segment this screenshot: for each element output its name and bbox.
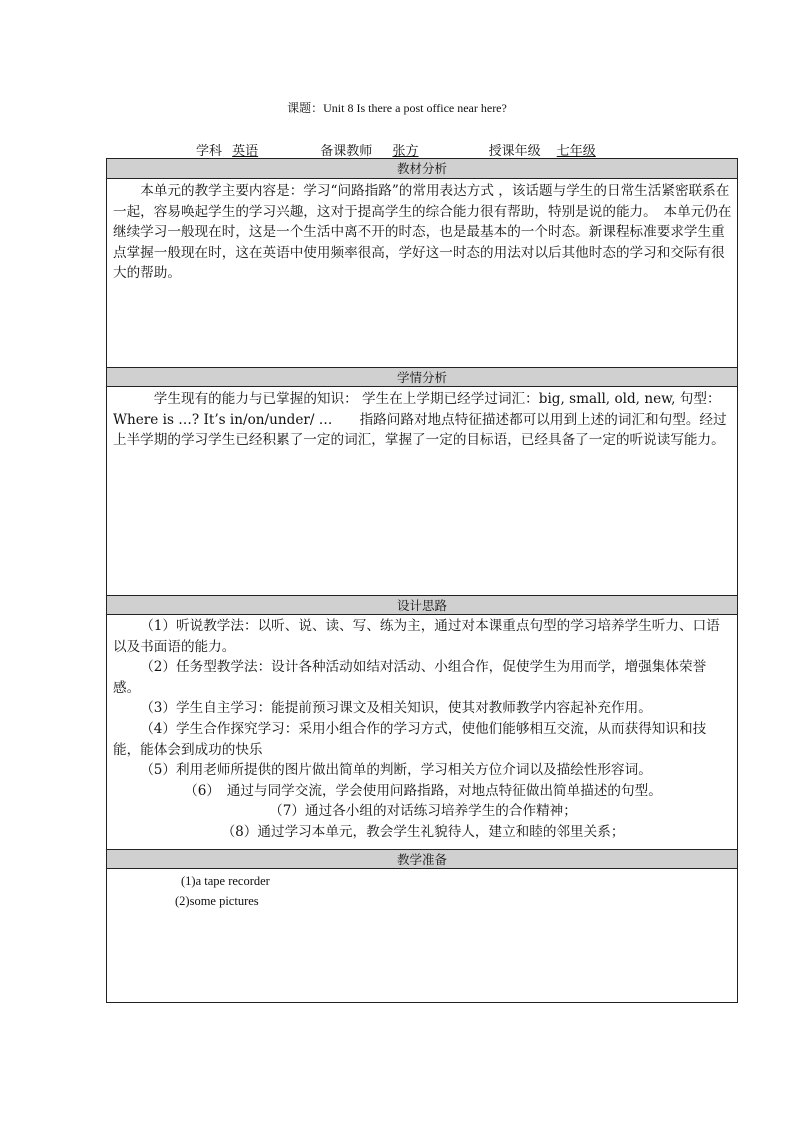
- student-analysis-heading: 学情分析: [107, 367, 737, 387]
- subject-label: 学科: [196, 144, 223, 159]
- grade-value: 七年级: [556, 144, 596, 159]
- lesson-meta: [196, 140, 635, 159]
- textbook-analysis-heading: 教材分析: [107, 159, 737, 179]
- design-item: （7）通过各小组的对话练习培养学生的合作精神；: [269, 803, 577, 820]
- design-ideas-heading: 设计思路: [107, 595, 737, 615]
- teacher-label: 备课教师: [320, 144, 373, 159]
- lesson-title: 课题：Unit 8 Is there a post office near here?: [287, 101, 507, 115]
- teacher-value: 张方: [392, 144, 419, 159]
- student-analysis-body: [113, 389, 733, 451]
- design-item: （3）学生自主学习：能提前预习课文及相关知识，使其对教师教学内容起补充作用。: [140, 700, 652, 717]
- student-analysis-text: 学生现有的能力与已掌握的知识： 学生在上学期已经学过词汇：big, small, old, new, 句型： Where is …? It’s in/on/under/ … 指路问路对地点特征描述都可以用到上述的词汇和句型。经过上半学期的学习学生已经积累了一定的词汇，掌握了一定的目标语，已经具备了一定的听说读写能力。: [113, 391, 727, 449]
- subject-value: 英语: [232, 144, 259, 159]
- lesson-plan-table: [106, 158, 738, 1003]
- grade-label: 授课年级: [488, 144, 541, 159]
- design-item: （2）任务型教学法：设计各种活动如结对活动、小组合作，促使学生为用而学，增强集体荣誉感。: [113, 659, 707, 696]
- design-item: （6） 通过与同学交流，学会使用问路指路，对地点特征做出简单描述的句型。: [184, 782, 662, 799]
- design-item: （5）利用老师所提供的图片做出简单的判断，学习相关方位介词以及描绘性形容词。: [140, 762, 652, 779]
- prep-item: (1)a tape recorder: [181, 874, 270, 888]
- textbook-analysis-body: [113, 181, 733, 284]
- design-item: （1）听说教学法：以听、说、读、写、练为主，通过对本课重点句型的学习培养学生听力、口语以及书面语的能力。: [113, 618, 720, 655]
- prep-item: (2)some pictures: [175, 894, 259, 908]
- design-item: （4）学生合作探究学习：采用小组合作的学习方式，使他们能够相互交流，从而获得知识和技能，能体会到成功的快乐: [113, 720, 707, 758]
- teaching-prep-body: [113, 871, 733, 911]
- design-item: （8）通过学习本单元，教会学生礼貌待人，建立和睦的邻里关系；: [221, 823, 625, 840]
- teaching-prep-heading: 教学准备: [107, 849, 737, 869]
- textbook-analysis-text: 本单元的教学主要内容是：学习“问路指路”的常用表达方式 ，该话题与学生的日常生活紧密联系在一起，容易唤起学生的学习兴趣，这对于提高学生的综合能力很有帮助，特别是说的能力。 本单元仍在继续学习一般现在时，这是一个生活中离不开的时态，也是最基本的一个时态。新课程标准要求学生重点掌握一般现在时，这在英语中使用频率很高，学好这一时态的用法对以后其他时态的学习和交际有很大的帮助。: [113, 183, 732, 282]
- design-ideas-body: [113, 616, 733, 843]
